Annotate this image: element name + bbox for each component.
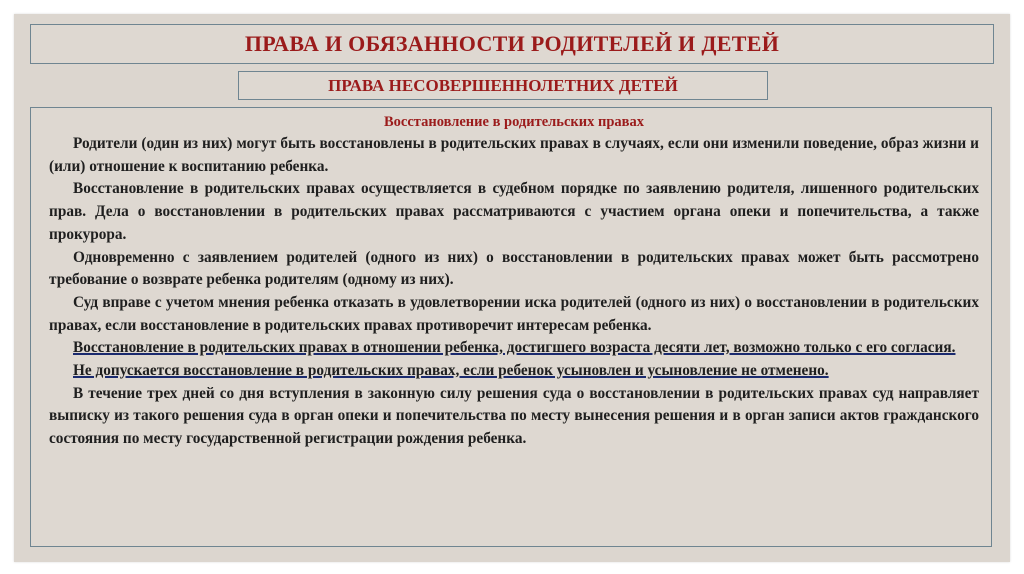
slide-subtitle: ПРАВА НЕСОВЕРШЕННОЛЕТНИХ ДЕТЕЙ [328, 75, 678, 95]
paragraph-3: Одновременно с заявлением родителей (одного из них) о восстановлении в родительских правах может быть рассмотрено требование о возврате ребенка родителям (одному из них). [49, 248, 979, 289]
title-box [30, 24, 994, 64]
section-heading: Восстановление в родительских правах [384, 114, 644, 130]
subtitle-box [238, 71, 768, 100]
paragraph-1: Родители (один из них) могут быть восстановлены в родительских правах в случаях, если они изменили поведение, образ жизни и (или) отношение к воспитанию ребенка. [49, 135, 979, 175]
paragraph-2: Восстановление в родительских правах осуществляется в судебном порядке по заявлению родителя, лишенного родительских прав. Дела о восстановлении в родительских правах рассматриваются с участием органа опеки и попечительства, а также прокурора. [49, 180, 979, 243]
paragraph-6-underlined: Не допускается восстановление в родительских правах, если ребенок усыновлен и усыновление не отменено. [73, 362, 829, 380]
slide-title: ПРАВА И ОБЯЗАННОСТИ РОДИТЕЛЕЙ И ДЕТЕЙ [244, 31, 780, 56]
paragraph-5-underlined: Восстановление в родительских правах в отношении ребенка, достигшего возраста десяти лет, возможно только с его согласия. [73, 339, 956, 357]
slide [14, 14, 1010, 562]
paragraph-7: В течение трех дней со дня вступления в законную силу решения суда о восстановлении в родительских правах суд направляет выписку из такого решения суда в орган опеки и попечительства по месту вынесения решения и в орган записи актов гражданского состояния по месту государственной регистрации рождения ребенка. [49, 384, 979, 448]
content-box [30, 107, 992, 547]
paragraph-4: Суд вправе с учетом мнения ребенка отказать в удовлетворении иска родителей (одного из них) о восстановлении в родительских правах, если восстановление в родительских правах противоречит интересам ребенка. [49, 293, 979, 334]
